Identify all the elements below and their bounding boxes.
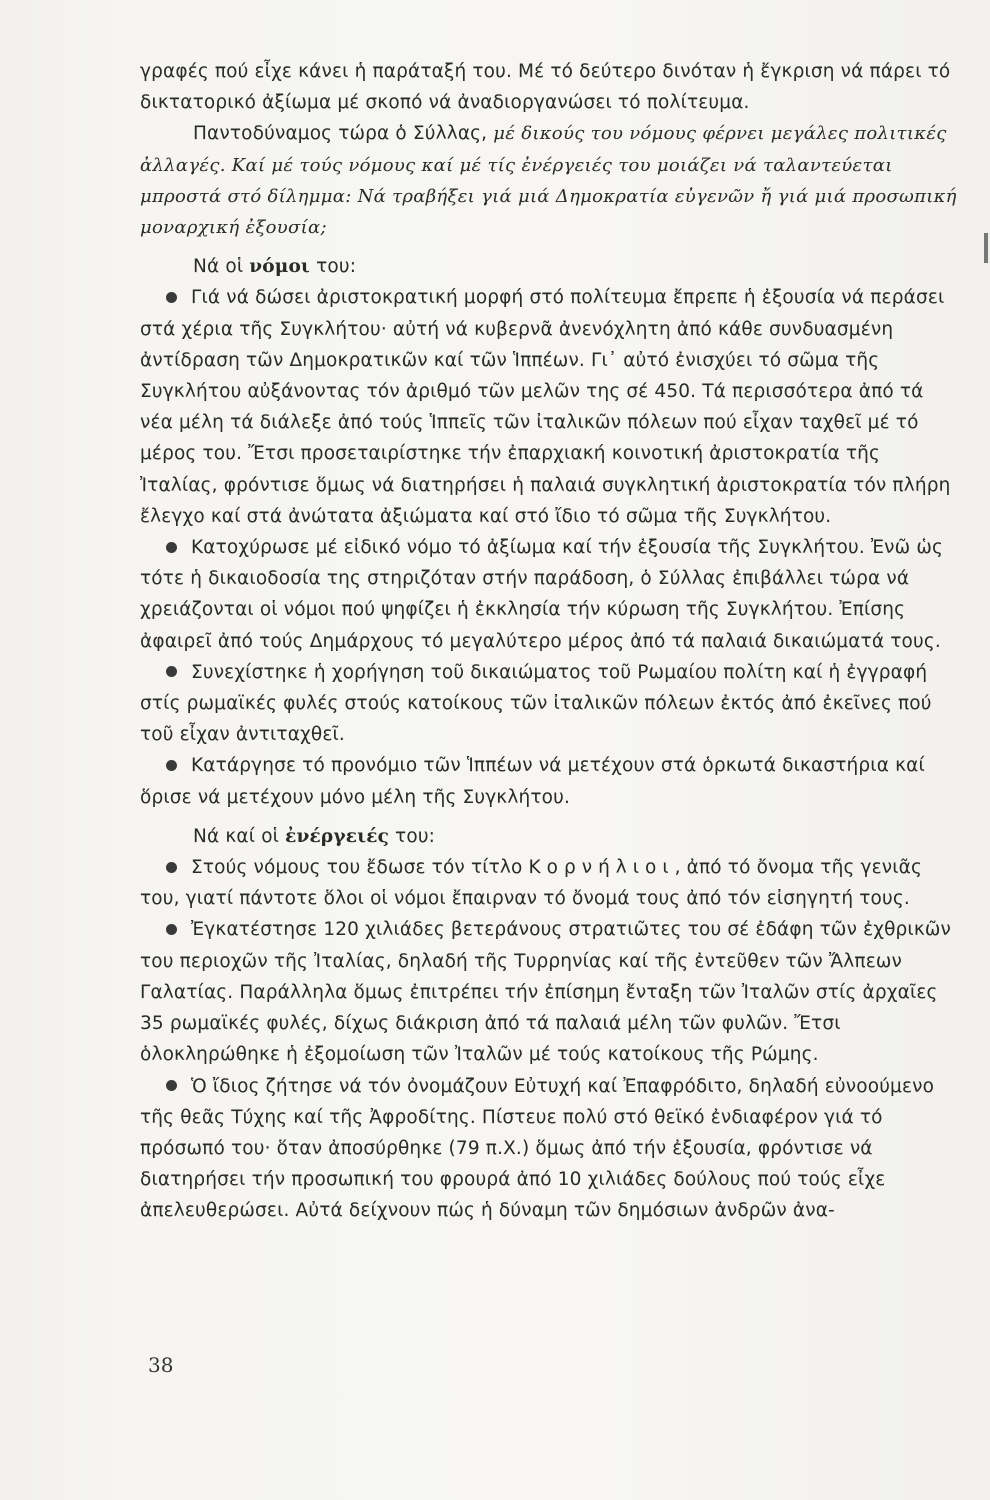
bullet-icon [166,292,177,303]
italic-text: μέ δικούς του νόμους φέρνει μεγάλες πολιτικές ἀλλαγές. Καί μέ τούς νόμους καί μέ τίς ἐνέργειές του μοιάζει νά ταλαντεύεται μπροστά στό δίλημμα: Νά τραβήξει γιά μιά Δημοκρατία εὐγενῶν ἤ γιά μιά προσωπική μοναρχική ἐξουσία; [140,123,957,239]
heading-text: του: [310,256,357,278]
paragraph-sulla [140,118,960,243]
bullet-icon [166,924,177,935]
bullet-icon [166,542,177,553]
list-item-text: Ἐγκατέστησε 120 χιλιάδες βετεράνους στρατιῶτες του σέ ἐδάφη τῶν ἐχθρικῶν του περιοχῶν τῆς Ἰταλίας, δηλαδή τῆς Τυρρηνίας καί τῆς ἐντεῦθεν τῶν Ἄλπεων Γαλατίας. Παράλληλα ὅμως ἐπιτρέπει τήν ἐπίσημη ἔνταξη τῶν Ἰταλῶν στίς ἀρχαῖες 35 ρωμαϊκές φυλές, δίχως διάκριση ἀπό τά παλαιά μέλη τῶν φυλῶν. Ἔτσι ὁλοκληρώθηκε ἡ ἐξομοίωση τῶν Ἰταλῶν μέ τούς κατοίκους τῆς Ρώμης. [140,919,952,1066]
bullet-icon [166,760,177,771]
heading-text: Νά καί οἱ [193,825,286,847]
page-number: 38 [148,1353,174,1377]
law-item [140,750,960,812]
bullet-icon [166,862,177,873]
act-item [140,1071,960,1227]
section-heading-acts [140,821,960,852]
margin-mark [984,233,988,263]
heading-text: Νά οἱ [193,256,250,278]
heading-bold: νόμοι [249,256,311,278]
bullet-icon [166,1080,177,1091]
list-item-text: Στούς νόμους του ἔδωσε τόν τίτλο [191,857,529,879]
spaced-title: Κορνήλιοι [528,857,675,879]
list-item-text: Συνεχίστηκε ἡ χορήγηση τοῦ δικαιώματος τοῦ Ρωμαίου πολίτη καί ἡ ἐγγραφή στίς ρωμαϊκές φυλές στούς κατοίκους τῶν ἰταλικῶν πόλεων ἐκτός ἀπό ἐκεῖνες πού τοῦ εἶχαν ἀντιταχθεῖ. [140,661,932,746]
section-heading-laws [140,251,960,282]
list-item-text: Ὁ ἴδιος ζήτησε νά τόν ὀνομάζουν Εὐτυχή καί Ἐπαφρόδιτο, δηλαδή εὐνοούμενο τῆς θεᾶς Τύχης καί τῆς Ἀφροδίτης. Πίστευε πολύ στό θεϊκό ἐνδιαφέρον γιά τό πρόσωπό του· ὅταν ἀποσύρθηκε (79 π.Χ.) ὅμως ἀπό τήν ἐξουσία, φρόντισε νά διατηρήσει τήν προσωπική του φρουρά ἀπό 10 χιλιάδες δούλους πού τούς εἶχε ἀπελευθερώσει. Αὐτά δείχνουν πώς ἡ δύναμη τῶν δημόσιων ἀνδρῶν ἀνα- [140,1075,935,1222]
paragraph-lead: Παντοδύναμος τώρα ὁ Σύλλας, [193,123,494,145]
law-item [140,532,960,657]
law-item [140,282,960,532]
heading-bold: ἐνέργειές [285,825,390,847]
paragraph: γραφές πού εἶχε κάνει ἡ παράταξή του. Μέ τό δεύτερο δινόταν ἡ ἔγκριση νά πάρει τό δικτατορικό ἀξίωμα μέ σκοπό νά ἀναδιοργανώσει τό πολίτευμα. [140,61,951,114]
list-item-text: Κατάργησε τό προνόμιο τῶν Ἱππέων νά μετέχουν στά ὁρκωτά δικαστήρια καί ὅρισε νά μετέχουν μόνο μέλη τῆς Συγκλήτου. [140,755,925,808]
heading-text: του: [389,825,436,847]
bullet-icon [166,666,177,677]
act-item [140,914,960,1070]
list-item-text: Κατοχύρωσε μέ εἰδικό νόμο τό ἀξίωμα καί τήν ἐξουσία τῆς Συγκλήτου. Ἐνῶ ὡς τότε ἡ δικαιοδοσία της στηριζόταν στήν παράδοση, ὁ Σύλλας ἐπιβάλλει τώρα νά χρειάζονται οἱ νόμοι πού ψηφίζει ἡ ἐκκλησία τήν κύρωση τῆς Συγκλήτου. Ἐπίσης ἀφαιρεῖ ἀπό τούς Δημάρχους τό μεγαλύτερο μέρος ἀπό τά παλαιά δικαιώματά τους. [140,537,943,652]
law-item [140,657,960,751]
list-item-text: Γιά νά δώσει ἀριστοκρατική μορφή στό πολίτευμα ἔπρεπε ἡ ἐξουσία νά περάσει στά χέρια τῆς Συγκλήτου· αὐτή νά κυβερνᾶ ἀνενόχλητη ἀπό κάθε συνδυασμένη ἀντίδραση τῶν Δημοκρατικῶν καί τῶν Ἱππέων. Γι᾿ αὐτό ἐνισχύει τό σῶμα τῆς Συγκλήτου αὐξάνοντας τόν ἀριθμό τῶν μελῶν της σέ 450. Τά περισσότερα ἀπό τά νέα μέλη τά διάλεξε ἀπό τούς Ἱππεῖς τῶν ἰταλικῶν πόλεων πού εἶχαν ταχθεῖ μέ τό μέρος του. Ἔτσι προσεταιρίστηκε τήν ἐπαρχιακή κοινοτική ἀριστοκρατία τῆς Ἰταλίας, φρόντισε ὅμως νά διατηρήσει ἡ παλαιά συγκλητική ἀριστοκρατία τόν πλήρη ἔλεγχο καί στά ἀνώτατα ἀξιώματα καί στό ἴδιο τό σῶμα τῆς Συγκλήτου. [140,287,951,527]
act-item [140,852,960,914]
list-item-text: , ἀπό τό ὄνομα τῆς γενιᾶς του, γιατί πάντοτε ὅλοι οἱ νόμοι ἔπαιρναν τό ὄνομά τους ἀπό τόν εἰσηγητή τους. [140,857,922,910]
body-text [140,56,960,1227]
